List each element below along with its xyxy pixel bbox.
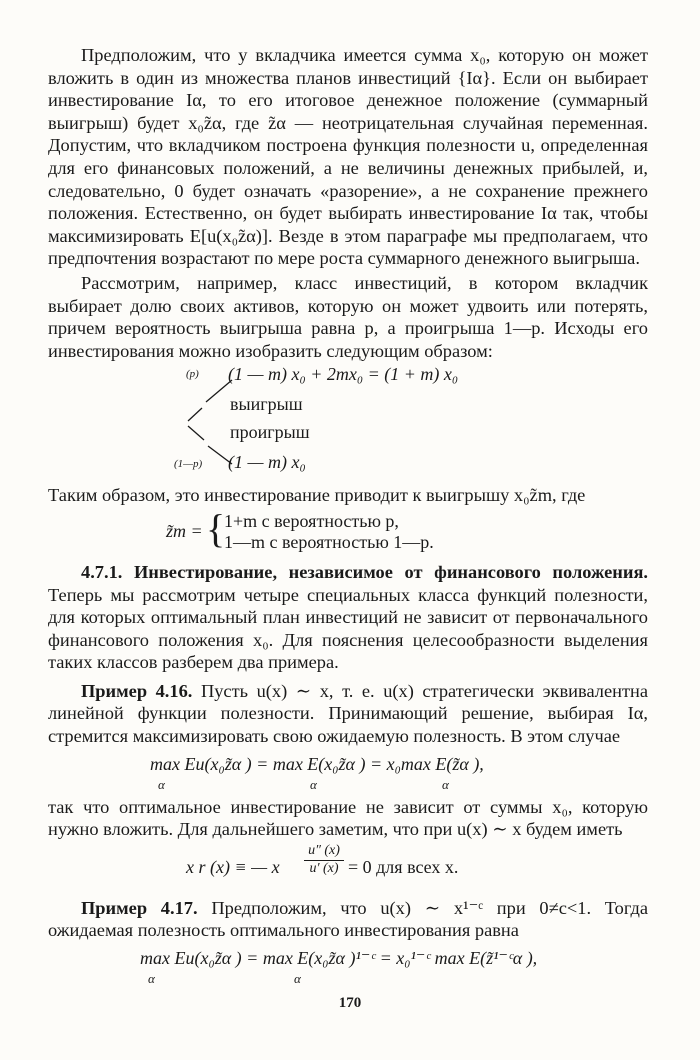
win-label: выигрыш	[230, 394, 303, 415]
brace-symbol: {	[206, 505, 226, 551]
win-outcome-formula: (1 — m) x₀ + 2mx₀ = (1 + m) x₀	[228, 364, 459, 385]
paragraph-example-4-17	[48, 897, 648, 942]
equation-risk-right: = 0 для всех x.	[348, 856, 459, 877]
example-4-17-heading: Пример 4.17.	[81, 897, 198, 918]
fraction-denominator: u′ (x)	[309, 860, 339, 876]
fraction	[304, 843, 344, 877]
cases-row-lose: 1—m с вероятностью 1—p.	[224, 531, 434, 552]
equation-risk-aversion	[48, 843, 648, 889]
equation-max-power-text: max Eu(x₀z̃α ) = max E(x₀z̃α )¹⁻ᶜ = x₀¹⁻ᶜ max E(z̃¹⁻ᶜα ),	[140, 948, 538, 969]
page-body	[48, 44, 648, 990]
lose-outcome-formula: (1 — m) x₀	[228, 452, 306, 473]
paragraph-result: Таким образом, это инвестирование приводит к выигрышу x₀z̃m, где	[48, 485, 586, 506]
subscript-alpha: α	[148, 971, 155, 987]
paragraph-section-4-7-1	[48, 561, 648, 674]
fraction-numerator: u″ (x)	[304, 843, 344, 861]
cases-formula	[48, 505, 648, 555]
cases-row-win: 1+m с вероятностью p,	[224, 510, 399, 531]
equation-risk-left: x r (x) ≡ — x	[186, 856, 280, 877]
section-text: Теперь мы рассмотрим четыре специальных класса функций полезности, для которых оптимальный план инвестиций не зависит от первоначального финансового положения x₀. Для пояснения целесообразности выделения таких классов разберем два примера.	[48, 584, 648, 673]
lose-label: проигрыш	[230, 422, 310, 443]
equation-max-power	[48, 944, 648, 988]
example-4-16-heading: Пример 4.16.	[81, 680, 193, 701]
paragraph-example-4-16	[48, 680, 648, 748]
cases-lhs: z̃m =	[166, 520, 203, 541]
equation-max-linear-text: max Eu(x₀z̃α ) = max E(x₀z̃α ) = x₀max E(z̃α ),	[150, 753, 484, 774]
example-4-17-text: Предположим, что u(x) ∼ x¹⁻ᶜ при 0≠c<1. Тогда ожидаемая полезность оптимального инвестирования равна	[48, 897, 648, 941]
paragraph-example-class: Рассмотрим, например, класс инвестиций, в котором вкладчик выбирает долю своих активов, которую он может удвоить или потерять, причем вероятность выигрыша равна p, а проигрыша 1—p. Исходы его инвестирования можно изобразить следующим образом:	[48, 272, 648, 361]
page-number: 170	[338, 995, 362, 1011]
probability-win-label: (p)	[186, 368, 199, 381]
outcome-scheme	[48, 364, 648, 484]
probability-lose-label: (1—p)	[174, 458, 203, 471]
subscript-alpha: α	[442, 776, 449, 792]
paragraph-independence: так что оптимальное инвестирование не зависит от суммы x₀, которую нужно вложить. Для дальнейшего заметим, что при u(x) ∼ x будем иметь	[48, 796, 648, 840]
subscript-alpha: α	[310, 776, 317, 792]
example-4-16-text: Пусть u(x) ∼ x, т. е. u(x) стратегически эквивалентна линейной функции полезности. Принимающий решение, выбирая Iα, стремится максимизировать свою ожидаемую полезность. В этом случае	[48, 680, 648, 747]
subscript-alpha: α	[158, 776, 165, 792]
paragraph-intro: Предположим, что у вкладчика имеется сумма x₀, которую он может вложить в один из множества планов инвестиций {Iα}. Если он выбирает инвестирование Iα, то его итоговое денежное положение (суммарный выигрыш) будет x₀z̃α, где z̃α — неотрицательная случайная переменная. Допустим, что вкладчиком построена функция полезности u, определенная для его финансовых положений, а не величины денежных прибылей, и, следовательно, 0 будет означать «разорение», а не сохранение прежнего положения. Естественно, он будет выбирать инвестирование Iα так, чтобы максимизировать E[u(x₀z̃α)]. Везде в этом параграфе мы предполагаем, что предпочтения возрастают по мере роста суммарного денежного выигрыша.	[48, 45, 648, 269]
section-heading: 4.7.1. Инвестирование, независимое от финансового положения.	[81, 561, 648, 582]
subscript-alpha: α	[294, 971, 301, 987]
equation-max-linear	[48, 750, 648, 794]
